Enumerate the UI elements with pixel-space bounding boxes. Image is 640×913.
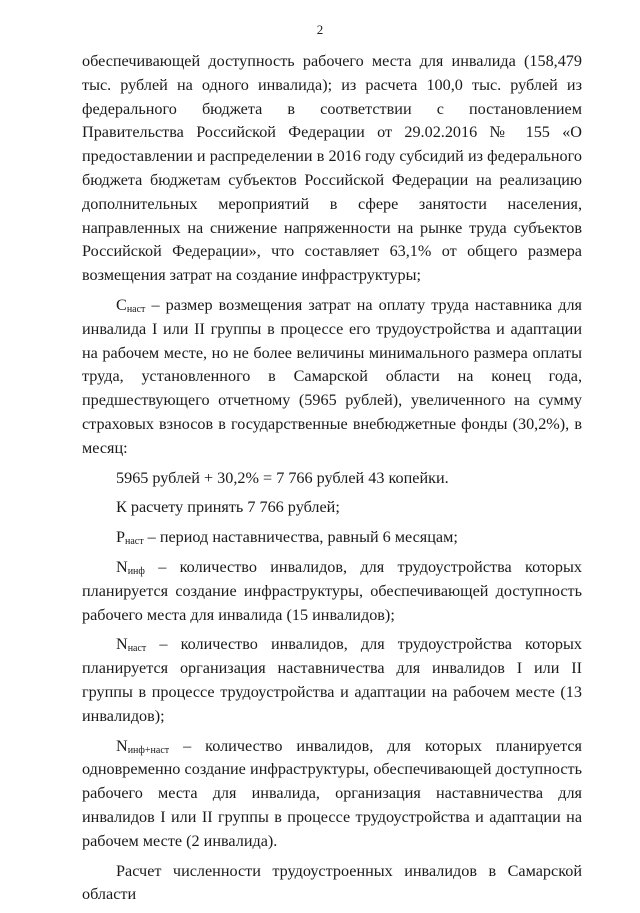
paragraph-n-mentoring	[82, 633, 582, 728]
formula-subscript: наст	[127, 643, 147, 655]
formula-subscript: наст	[125, 536, 144, 548]
formula-subscript: инф+наст	[127, 744, 170, 756]
paragraph-text: – количество инвалидов, для трудоустройства которых планируется организация наставничества для инвалидов I или II группы в процессе трудоустройства и адаптации на рабочем месте (13 инвалидов);	[82, 635, 582, 725]
formula-symbol: N	[116, 557, 128, 576]
document-body	[82, 50, 582, 913]
paragraph-n-infrastructure	[82, 556, 582, 627]
paragraph-accepted-value: К расчету принять 7 766 рублей;	[116, 498, 340, 517]
formula-symbol: С	[116, 295, 127, 314]
paragraph-calculation: 5965 рублей + 30,2% = 7 766 рублей 43 копейки.	[116, 468, 449, 487]
page-number: 2	[316, 22, 324, 37]
paragraph-n-combined	[82, 735, 582, 854]
paragraph-text: – количество инвалидов, для трудоустройства которых планируется создание инфраструктуры, обеспечивающей доступность рабочего места для инвалида (15 инвалидов);	[82, 557, 582, 624]
formula-symbol: N	[116, 736, 128, 755]
paragraph-employment-calculation: Расчет численности трудоустроенных инвалидов в Самарской области	[82, 861, 582, 904]
paragraph-text: – количество инвалидов, для которых планируется одновременно создание инфраструктуры, обеспечивающей доступность рабочего места для инвалида, организация наставничества для инвалидов I или II группы в процессе трудоустройства и адаптации на рабочем месте (2 инвалида).	[82, 736, 582, 850]
paragraph-text: – период наставничества, равный 6 месяцам;	[143, 528, 458, 547]
formula-symbol: N	[116, 635, 128, 654]
paragraph-text: – размер возмещения затрат на оплату труда наставника для инвалида I или II группы в процессе его трудоустройства и адаптации на рабочем месте, но не более величины минимального размера оплаты труда, установленного в Самарской области на конец года, предшествующего отчетному (5965 рублей), увеличенного на сумму страховых взносов в государственные внебюджетные фонды (30,2%), в месяц:	[82, 295, 582, 457]
formula-subscript: инф	[127, 565, 145, 577]
paragraph-infrastructure-cost: обеспечивающей доступность рабочего места для инвалида (158,479 тыс. рублей на одного инвалида); из расчета 100,0 тыс. рублей из федерального бюджета в соответствии с постановлением Правительства Российской Федерации от 29.02.2016 № 155 «О предоставлении и распределении в 2016 году субсидий из федерального бюджета бюджетам субъектов Российской Федерации на реализацию дополнительных мероприятий в сфере занятости населения, направленных на снижение напряженности на рынке труда субъектов Российской Федерации», что составляет 63,1% от общего размера возмещения затрат на создание инфраструктуры;	[82, 52, 582, 285]
formula-symbol: Р	[116, 528, 126, 547]
paragraph-mentor-cost	[82, 294, 582, 461]
formula-subscript: наст	[126, 303, 146, 315]
paragraph-mentor-period	[82, 526, 582, 550]
